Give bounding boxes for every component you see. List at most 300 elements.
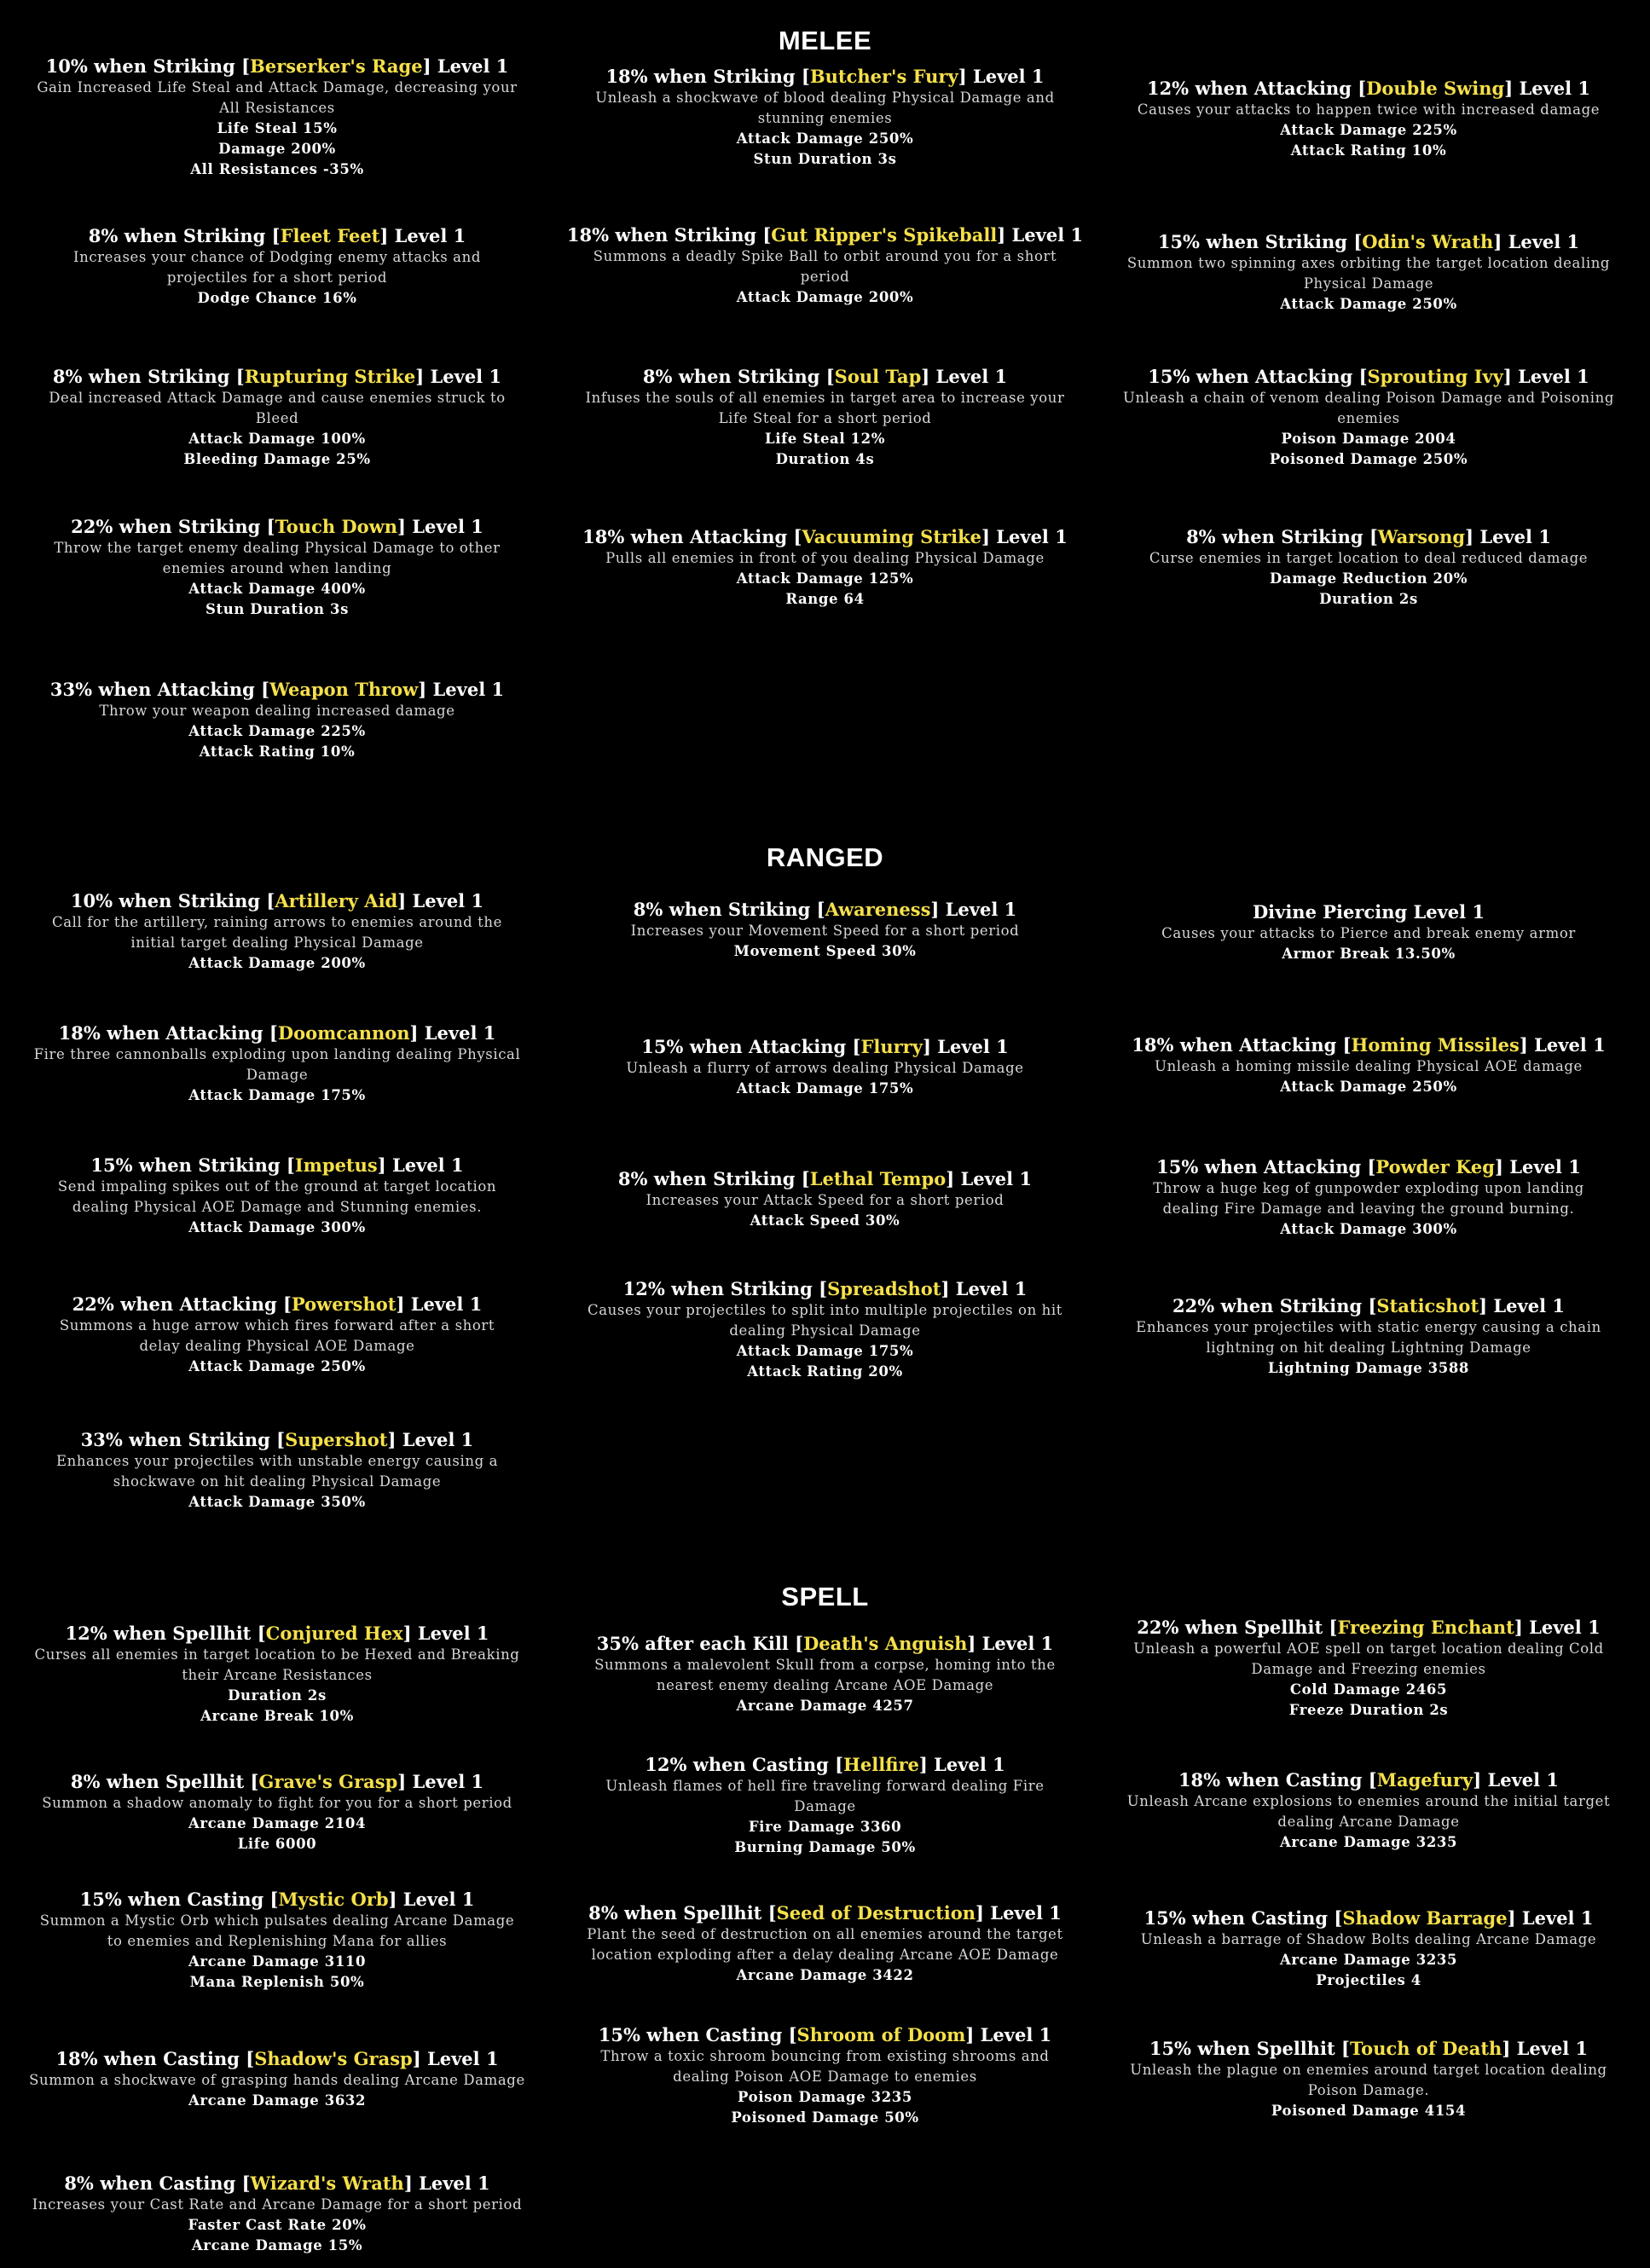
skill-description-line: Throw a huge keg of gunpowder exploding upon landing: [1153, 1180, 1584, 1196]
skill-level: Level 1: [935, 366, 1008, 387]
skill-level: Level 1: [1493, 1295, 1565, 1316]
skill-entry: [550, 223, 1100, 308]
skill-description-line: stunning enemies: [757, 110, 893, 126]
skill-description-line: Throw your weapon dealing increased damage: [99, 703, 455, 719]
skill-trigger: 15% when Striking: [1157, 231, 1354, 252]
skill-description-line: Enhances your projectiles with static energy causing a chain: [1136, 1319, 1601, 1335]
skill-entry: [17, 365, 537, 470]
skill-description-line: Fire three cannonballs exploding upon landing dealing Physical: [33, 1046, 521, 1062]
skill-level: Level 1: [1519, 78, 1591, 99]
skill-description-line: Unleash a homing missile dealing Physical AOE damage: [1155, 1058, 1583, 1074]
skill-level: Level 1: [980, 2024, 1052, 2045]
bracket-open: [: [1368, 1769, 1377, 1791]
bracket-open: [: [825, 366, 835, 387]
skill-trigger: 10% when Striking: [70, 890, 267, 911]
skill-name: Conjured Hex: [265, 1623, 403, 1644]
skill-trigger: 15% when Attacking: [1156, 1156, 1368, 1177]
bracket-open: [: [1341, 2038, 1350, 2059]
skill-description-line: enemies around when landing: [162, 560, 392, 576]
bracket-open: [: [1353, 231, 1363, 252]
skill-level: Level 1: [960, 1168, 1033, 1189]
skill-stat: Attack Damage 100%: [188, 431, 366, 447]
skill-stat: Attack Damage 350%: [188, 1494, 366, 1510]
skill-description-line: Gain Increased Life Steal and Attack Damage, decreasing your: [37, 79, 518, 95]
skill-level: Level 1: [410, 1293, 483, 1315]
skill-name: Homing Missiles: [1351, 1034, 1520, 1056]
skill-title: [1100, 1033, 1637, 1056]
bracket-close: ]: [1504, 78, 1520, 99]
skill-description-line: Unleash Arcane explosions to enemies around the initial target: [1126, 1793, 1611, 1809]
skill-trigger: 8% when Striking: [633, 899, 817, 920]
bracket-open: [: [1358, 78, 1367, 99]
skill-stat: Duration 2s: [1319, 591, 1418, 607]
skill-level: Level 1: [1521, 1907, 1594, 1929]
skill-stat: Faster Cast Rate 20%: [188, 2217, 367, 2233]
skill-level: Level 1: [402, 1889, 475, 1910]
skill-title: [1100, 230, 1637, 253]
skill-name: Awareness: [825, 899, 931, 920]
skill-title: [550, 1035, 1100, 1058]
skill-description-line: shockwave on hit dealing Physical Damage: [113, 1473, 442, 1490]
skill-title: [550, 1753, 1100, 1776]
skill-stat: Attack Damage 250%: [1280, 1079, 1457, 1095]
skill-description-line: Damage: [246, 1067, 309, 1083]
skill-description-line: Unleash the plague on enemies around target location dealing: [1130, 2062, 1607, 2078]
skill-level: Level 1: [1479, 526, 1551, 547]
skill-trigger: 22% when Striking: [71, 516, 267, 537]
skill-name: Powder Keg: [1375, 1156, 1495, 1177]
skill-title: [1100, 365, 1637, 388]
skill-title: [1100, 1294, 1637, 1317]
bracket-close: ]: [402, 1623, 418, 1644]
skill-level: Level 1: [1011, 224, 1084, 246]
skill-title: [1100, 1155, 1637, 1178]
bracket-close: ]: [1479, 1295, 1494, 1316]
skill-stat: All Resistances -35%: [190, 161, 364, 177]
skill-trigger: 12% when Casting: [645, 1754, 836, 1775]
skill-description-line: Increases your Attack Speed for a short period: [646, 1192, 1004, 1208]
skill-entry: [17, 2047, 537, 2111]
skill-trigger: 33% when Attacking: [49, 679, 262, 700]
bracket-open: [: [835, 1754, 844, 1775]
skill-stat: Poison Damage 3235: [738, 2089, 912, 2105]
skill-level: Level 1: [402, 1429, 474, 1450]
skill-level: Level 1: [412, 1771, 484, 1792]
skill-description-line: Pulls all enemies in front of you dealing Physical Damage: [605, 550, 1045, 566]
skill-title: [17, 678, 537, 701]
skill-level: Level 1: [972, 66, 1045, 87]
skill-name: Double Swing: [1366, 78, 1505, 99]
skill-stat: Attack Damage 175%: [188, 1087, 366, 1103]
skill-entry: [17, 1154, 537, 1238]
bracket-close: ]: [946, 1168, 961, 1189]
bracket-open: [: [261, 679, 270, 700]
skill-description-line: dealing Arcane Damage: [1277, 1814, 1460, 1830]
skill-title: [550, 1167, 1100, 1190]
bracket-open: [: [266, 890, 275, 911]
skill-name: Seed of Destruction: [776, 1902, 976, 1924]
skill-trigger: 12% when Spellhit: [65, 1623, 258, 1644]
skill-description-line: Physical Damage: [1303, 275, 1434, 292]
skill-trigger: 15% when Spellhit: [1149, 2038, 1342, 2059]
skill-entry: [17, 515, 537, 620]
skill-description-line: Summon a Mystic Orb which pulsates dealing Arcane Damage: [39, 1912, 515, 1929]
bracket-close: ]: [918, 1754, 935, 1775]
skill-trigger: 22% when Spellhit: [1137, 1617, 1329, 1638]
skill-description-line: period: [800, 269, 850, 285]
bracket-open: [: [266, 516, 275, 537]
skill-entry: [1100, 1294, 1637, 1379]
skill-description-line: Plant the seed of destruction on all enemies around the target: [587, 1926, 1063, 1942]
skill-stat: Poisoned Damage 4154: [1271, 2103, 1467, 2119]
skill-stat: Attack Damage 400%: [188, 581, 366, 597]
skill-trigger: 8% when Striking: [642, 366, 826, 387]
bracket-close: ]: [1502, 2038, 1517, 2059]
skill-name: Spreadshot: [827, 1278, 941, 1299]
skill-name: Mystic Orb: [278, 1889, 389, 1910]
skill-title: [17, 515, 537, 538]
skill-name: Soul Tap: [834, 366, 922, 387]
bracket-close: ]: [1465, 526, 1480, 547]
skill-name: Impetus: [294, 1154, 378, 1176]
skill-stat: Life Steal 15%: [217, 120, 338, 136]
skill-title: [17, 1154, 537, 1177]
bracket-open: [: [762, 224, 772, 246]
skill-trigger: 8% when Striking: [88, 225, 272, 246]
bracket-close: ]: [921, 366, 936, 387]
skill-trigger: 15% when Casting: [1143, 1907, 1334, 1929]
skill-trigger: 18% when Striking: [566, 224, 763, 246]
skill-entry: [1100, 1616, 1637, 1721]
bracket-open: [: [257, 1623, 266, 1644]
skill-entry: [17, 224, 537, 309]
bracket-open: [: [801, 66, 810, 87]
skill-description-line: Summons a deadly Spike Ball to orbit around you for a short: [593, 248, 1057, 264]
skill-title: [1100, 77, 1637, 100]
skill-title: [1100, 1906, 1637, 1930]
skill-description-line: Call for the artillery, raining arrows to enemies around the: [52, 914, 502, 930]
skill-name: Supershot: [285, 1429, 388, 1450]
skill-description-line: their Arcane Resistances: [182, 1667, 373, 1683]
skill-entry: [1100, 525, 1637, 610]
skill-trigger: 15% when Casting: [598, 2024, 789, 2045]
skill-description-line: Throw a toxic shroom bouncing from existing shrooms and: [600, 2048, 1050, 2064]
bracket-open: [: [235, 366, 245, 387]
bracket-close: ]: [377, 1154, 392, 1176]
bracket-close: ]: [930, 899, 946, 920]
skill-trigger: 22% when Striking: [1172, 1295, 1369, 1316]
bracket-open: [: [1369, 526, 1378, 547]
skill-description-line: Deal increased Attack Damage and cause enemies struck to: [49, 390, 506, 406]
bracket-close: ]: [422, 55, 437, 77]
skill-entry: [1100, 365, 1637, 470]
bracket-open: [: [269, 1022, 278, 1044]
bracket-open: [: [269, 1889, 279, 1910]
bracket-close: ]: [415, 366, 431, 387]
skill-description-line: dealing Fire Damage and leaving the ground burning.: [1162, 1201, 1575, 1217]
bracket-close: ]: [379, 225, 395, 246]
skill-level: Level 1: [937, 1036, 1009, 1057]
skill-stat: Arcane Damage 3632: [188, 2092, 367, 2109]
skill-title: [17, 224, 537, 247]
skill-name: Gut Ripper's Spikeball: [771, 224, 998, 246]
skill-level: Level 1: [1509, 1156, 1581, 1177]
skill-description-line: Increases your Movement Speed for a short period: [630, 923, 1020, 939]
skill-title: [550, 65, 1100, 88]
skill-name: Rupturing Strike: [244, 366, 416, 387]
skill-description-line: Damage and Freezing enemies: [1251, 1661, 1486, 1677]
bracket-close: ]: [1519, 1034, 1535, 1056]
skill-description-line: Life Steal for a short period: [718, 410, 932, 426]
skill-stat: Arcane Damage 4257: [736, 1698, 914, 1714]
skill-entry: [1100, 900, 1637, 964]
skill-stat: Arcane Damage 2104: [188, 1815, 367, 1831]
skill-entry: [550, 1901, 1100, 1986]
skill-stat: Freeze Duration 2s: [1288, 1702, 1449, 1718]
skill-description-line: Unleash a shockwave of blood dealing Physical Damage and: [595, 90, 1055, 106]
skill-description-line: Send impaling spikes out of the ground at target location: [57, 1178, 497, 1195]
skill-name: Lethal Tempo: [809, 1168, 947, 1189]
skill-description-line: Summon a shockwave of grasping hands dealing Arcane Damage: [29, 2072, 525, 2088]
skill-stat: Movement Speed 30%: [733, 943, 917, 959]
skill-entry: [1100, 77, 1637, 161]
skill-level: Level 1: [1508, 231, 1580, 252]
skill-title: [17, 1293, 537, 1316]
skill-name: Touch Down: [275, 516, 397, 537]
skill-entry: [17, 1888, 537, 1993]
skill-description-line: Unleash a barrage of Shadow Bolts dealing Arcane Damage: [1140, 1931, 1597, 1947]
skill-title: [550, 223, 1100, 246]
skill-description-line: Causes your projectiles to split into multiple projectiles on hit: [587, 1302, 1062, 1318]
skill-entry: [17, 1293, 537, 1377]
skill-title: [17, 365, 537, 388]
skill-title: [550, 2023, 1100, 2046]
skill-name: Odin's Wrath: [1362, 231, 1494, 252]
skill-name: Shroom of Doom: [796, 2024, 966, 2045]
skill-name: Powershot: [291, 1293, 397, 1315]
skill-name: Fleet Feet: [280, 225, 380, 246]
bracket-open: [: [793, 526, 802, 547]
skill-entry: [550, 65, 1100, 170]
skill-stat: Stun Duration 3s: [206, 601, 349, 617]
skill-trigger: 8% when Striking: [617, 1168, 802, 1189]
skill-title: [550, 1901, 1100, 1924]
skill-description-line: location exploding after a delay dealing Arcane AOE Damage: [591, 1947, 1059, 1963]
skill-entry: [550, 1167, 1100, 1231]
skill-name: Artillery Aid: [275, 890, 398, 911]
skill-trigger: 33% when Striking: [80, 1429, 277, 1450]
skill-stat: Attack Damage 225%: [1280, 122, 1457, 138]
section-title: MELEE: [778, 26, 872, 55]
skill-trigger: 12% when Attacking: [1146, 78, 1358, 99]
skill-title: [17, 1428, 537, 1451]
skill-stat: Attack Damage 200%: [736, 289, 914, 305]
skill-trigger: 8% when Spellhit: [70, 1771, 251, 1792]
skill-description-line: Enhances your projectiles with unstable energy causing a: [55, 1453, 499, 1469]
bracket-open: [: [1358, 366, 1368, 387]
bracket-close: ]: [1473, 1769, 1488, 1791]
skill-stat: Arcane Damage 3235: [1279, 1952, 1458, 1968]
skill-title: [550, 525, 1100, 548]
skill-title: [17, 889, 537, 912]
bracket-close: ]: [967, 1633, 982, 1654]
bracket-open: [: [241, 2173, 251, 2194]
bracket-open: [: [1367, 1156, 1376, 1177]
skill-entry: [550, 1753, 1100, 1858]
skill-name: Shadow Barrage: [1342, 1907, 1508, 1929]
skill-stat: Bleeding Damage 25%: [183, 451, 371, 467]
skill-description-line: to enemies and Replenishing Mana for allies: [107, 1933, 448, 1949]
skill-entry: [550, 1277, 1100, 1382]
skill-description-line: Increases your chance of Dodging enemy attacks and: [73, 249, 481, 265]
skill-name: Staticshot: [1376, 1295, 1479, 1316]
bracket-open: [: [241, 55, 251, 77]
skill-description-line: Increases your Cast Rate and Arcane Damage for a short period: [32, 2196, 523, 2213]
bracket-close: ]: [397, 516, 413, 537]
bracket-close: ]: [1494, 1156, 1510, 1177]
skill-trigger: 22% when Attacking: [72, 1293, 283, 1315]
skill-stat: Attack Damage 200%: [188, 955, 366, 971]
skill-description-line: Infuses the souls of all enemies in target area to increase your: [585, 390, 1065, 406]
skill-stat: Arcane Damage 3110: [188, 1953, 367, 1970]
skill-description-line: Causes your attacks to happen twice with increased damage: [1137, 101, 1601, 118]
bracket-close: ]: [976, 1902, 991, 1924]
skill-description-line: Summons a huge arrow which fires forward after a short: [59, 1317, 495, 1334]
skill-entry: [17, 55, 537, 180]
skill-name: Touch of Death: [1349, 2038, 1502, 2059]
skill-description-line: Summons a malevolent Skull from a corpse, homing into the: [594, 1657, 1056, 1673]
bracket-close: ]: [396, 1293, 411, 1315]
bracket-close: ]: [412, 2048, 427, 2069]
skill-level: Level 1: [996, 526, 1068, 547]
skill-trigger: 15% when Attacking: [641, 1036, 853, 1057]
bracket-open: [: [852, 1036, 861, 1057]
bracket-open: [: [816, 899, 825, 920]
skill-entry: [1100, 230, 1637, 315]
bracket-open: [: [246, 2048, 255, 2069]
skill-name: Grave's Grasp: [258, 1771, 398, 1792]
skill-entry: [550, 1035, 1100, 1099]
skill-title: [17, 2172, 537, 2195]
skill-name: Hellfire: [843, 1754, 919, 1775]
skill-level: Level 1: [430, 366, 502, 387]
bracket-close: ]: [965, 2024, 981, 2045]
skill-trigger: 12% when Striking: [622, 1278, 819, 1299]
skill-level: Level 1: [394, 225, 466, 246]
skill-entry: [17, 1770, 537, 1854]
bracket-close: ]: [388, 1889, 403, 1910]
skill-stat: Armor Break 13.50%: [1282, 946, 1456, 962]
skill-title: [1100, 525, 1637, 548]
skill-trigger: 18% when Casting: [1178, 1769, 1369, 1791]
skill-description-line: Curse enemies in target location to deal reduced damage: [1149, 550, 1589, 566]
skill-trigger: 8% when Casting: [64, 2173, 242, 2194]
skill-description-line: dealing Poison AOE Damage to enemies: [673, 2068, 977, 2085]
skill-level: Level 1: [426, 2048, 499, 2069]
skill-level: Level 1: [1529, 1617, 1601, 1638]
skill-trigger: 8% when Spellhit: [588, 1902, 768, 1924]
skill-title: [17, 1622, 537, 1645]
bracket-open: [: [1342, 1034, 1352, 1056]
skill-stat: Damage Reduction 20%: [1270, 570, 1468, 587]
bracket-close: ]: [397, 890, 413, 911]
skill-entry: [17, 1428, 537, 1513]
skill-title: [17, 55, 537, 78]
bracket-close: ]: [387, 1429, 402, 1450]
skill-title: [17, 1021, 537, 1044]
skill-level: Level 1: [412, 516, 483, 537]
bracket-close: ]: [958, 66, 973, 87]
skill-stat: Attack Damage 175%: [736, 1080, 914, 1096]
skill-entry: [1100, 1906, 1637, 1991]
skill-title: [1100, 1768, 1637, 1791]
skill-stat: Poison Damage 2004: [1281, 431, 1456, 447]
bracket-open: [: [819, 1278, 828, 1299]
skill-name: Magefury: [1376, 1769, 1473, 1791]
bracket-open: [: [801, 1168, 810, 1189]
skill-title: [550, 1632, 1100, 1655]
section-title: RANGED: [766, 842, 884, 872]
skill-description-line: Summon two spinning axes orbiting the target location dealing: [1126, 255, 1611, 271]
skill-stat: Lightning Damage 3588: [1267, 1360, 1470, 1376]
skill-name: Doomcannon: [277, 1022, 410, 1044]
skill-title: [550, 365, 1100, 388]
skill-name: Wizard's Wrath: [250, 2173, 404, 2194]
skill-level: Level 1: [1534, 1034, 1606, 1056]
bracket-open: [: [795, 1633, 804, 1654]
skill-description-line: Unleash a powerful AOE spell on target location dealing Cold: [1133, 1640, 1604, 1657]
skill-stat: Cold Damage 2465: [1289, 1681, 1448, 1698]
skill-entry: [1100, 1033, 1637, 1097]
skill-title: [550, 1277, 1100, 1300]
skill-stat: Range 64: [785, 591, 865, 607]
bracket-close: ]: [997, 224, 1012, 246]
skill-title: [17, 1770, 537, 1793]
skill-name: Freezing Enchant: [1337, 1617, 1514, 1638]
skill-trigger: 18% when Casting: [55, 2048, 246, 2069]
skill-entry: [17, 889, 537, 974]
bracket-close: ]: [922, 1036, 938, 1057]
skill-entry: [17, 1021, 537, 1106]
skill-description-line: enemies: [1337, 410, 1400, 426]
skill-stat: Attack Rating 10%: [199, 743, 356, 760]
skill-stat: Poisoned Damage 50%: [731, 2109, 919, 2126]
skill-stat: Burning Damage 50%: [734, 1839, 916, 1855]
skill-description-line: initial target dealing Physical Damage: [130, 934, 424, 951]
bracket-open: [: [788, 2024, 797, 2045]
skill-stat: Attack Damage 250%: [1280, 296, 1457, 312]
skill-name: Weapon Throw: [269, 679, 419, 700]
skill-name: Vacuuming Strike: [802, 526, 981, 547]
skill-description-line: lightning on hit dealing Lightning Damage: [1206, 1339, 1531, 1356]
skill-stat: Life 6000: [237, 1836, 317, 1852]
skill-description-line: All Resistances: [219, 100, 335, 116]
skill-name: Shadow's Grasp: [254, 2048, 413, 2069]
skill-trigger: 15% when Casting: [79, 1889, 270, 1910]
skill-stat: Attack Damage 300%: [1280, 1221, 1457, 1237]
skill-stat: Attack Damage 250%: [736, 130, 914, 147]
bracket-open: [: [250, 1771, 259, 1792]
skill-level: Level 1: [424, 1022, 496, 1044]
skill-title: [17, 2047, 537, 2070]
skill-trigger: 8% when Striking: [1186, 526, 1369, 547]
skill-entry: [17, 1622, 537, 1727]
skill-level: Level 1: [432, 679, 505, 700]
skill-description-line: dealing Physical Damage: [729, 1322, 921, 1339]
skill-name: Sprouting Ivy: [1367, 366, 1503, 387]
bracket-open: [: [286, 1154, 295, 1176]
skill-name: Flurry: [860, 1036, 923, 1057]
